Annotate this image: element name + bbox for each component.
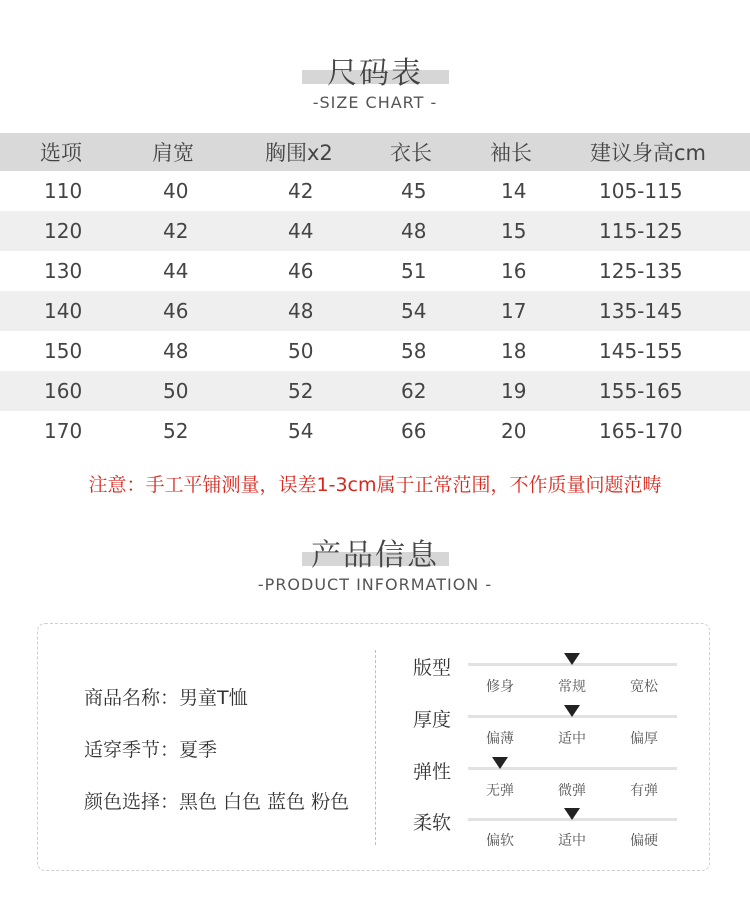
table-row [0,331,750,371]
table-cell: 150 [44,339,83,363]
table-cell: 62 [401,379,427,403]
table-cell: 135-145 [599,299,683,323]
table-cell: 50 [288,339,314,363]
product-info-divider [375,650,376,845]
table-cell: 40 [163,179,189,203]
table-cell: 125-135 [599,259,683,283]
color-options: 颜色选择：黑色 白色 蓝色 粉色 [84,791,350,813]
size-table [0,133,750,451]
table-cell: 165-170 [599,419,683,443]
product-info-subtitle: -PRODUCT INFORMATION - [257,575,493,594]
attr-option: 偏硬 [630,833,658,849]
table-row [0,291,750,331]
table-row [0,171,750,211]
attr-label-elasticity: 弹性 [413,761,452,783]
table-cell: 52 [163,419,189,443]
table-cell: 20 [501,419,527,443]
attr-option: 偏厚 [630,731,658,747]
header-cell-length: 衣长 [390,141,432,165]
table-cell: 42 [288,179,314,203]
header-cell-chest: 胸围x2 [265,141,333,165]
table-row [0,211,750,251]
attr-marker-thickness [564,705,580,717]
table-cell: 54 [288,419,314,443]
table-cell: 170 [44,419,83,443]
attr-option: 宽松 [630,679,658,695]
attr-option: 偏软 [486,833,514,849]
table-cell: 145-155 [599,339,683,363]
table-cell: 44 [163,259,189,283]
table-cell: 14 [501,179,527,203]
table-cell: 48 [163,339,189,363]
table-cell: 45 [401,179,427,203]
table-cell: 18 [501,339,527,363]
table-cell: 44 [288,219,314,243]
table-cell: 50 [163,379,189,403]
attr-label-softness: 柔软 [413,812,452,834]
table-cell: 15 [501,219,527,243]
table-cell: 46 [288,259,314,283]
table-cell: 48 [401,219,427,243]
table-cell: 42 [163,219,189,243]
wear-season: 适穿季节：夏季 [84,739,218,761]
table-cell: 140 [44,299,83,323]
attr-option: 适中 [558,731,586,747]
table-cell: 48 [288,299,314,323]
attr-option: 偏薄 [486,731,514,747]
table-cell: 130 [44,259,83,283]
table-cell: 105-115 [599,179,683,203]
table-cell: 66 [401,419,427,443]
attr-label-thickness: 厚度 [413,709,452,731]
table-cell: 155-165 [599,379,683,403]
header-cell-sleeve: 袖长 [490,141,532,165]
attr-label-fit: 版型 [413,657,452,679]
table-cell: 58 [401,339,427,363]
table-cell: 19 [501,379,527,403]
table-cell: 54 [401,299,427,323]
table-cell: 51 [401,259,427,283]
attr-option: 适中 [558,833,586,849]
attr-option: 有弹 [630,783,658,799]
header-cell-option: 选项 [40,141,82,165]
size-chart-title: 尺码表 [327,56,423,91]
attr-option: 微弹 [558,783,586,799]
header-cell-height: 建议身高cm [590,141,707,165]
table-cell: 52 [288,379,314,403]
attr-option: 修身 [486,679,514,695]
table-cell: 160 [44,379,83,403]
table-row [0,251,750,291]
table-cell: 110 [44,179,83,203]
header-cell-shoulder: 肩宽 [152,141,194,165]
table-cell: 16 [501,259,527,283]
table-cell: 17 [501,299,527,323]
table-cell: 46 [163,299,189,323]
attr-option: 无弹 [486,783,514,799]
product-name: 商品名称：男童T恤 [84,687,248,709]
attr-marker-fit [564,653,580,665]
product-info-title: 产品信息 [311,538,439,573]
table-cell: 120 [44,219,83,243]
attr-marker-elasticity [492,757,508,769]
attr-marker-softness [564,808,580,820]
size-table-header [0,133,750,171]
size-chart-subtitle: -SIZE CHART - [312,93,438,112]
attr-option: 常规 [558,679,586,695]
table-row [0,371,750,411]
measurement-note: 注意：手工平铺测量，误差1-3cm属于正常范围，不作质量问题范畴 [88,474,662,496]
table-cell: 115-125 [599,219,683,243]
table-row [0,411,750,451]
